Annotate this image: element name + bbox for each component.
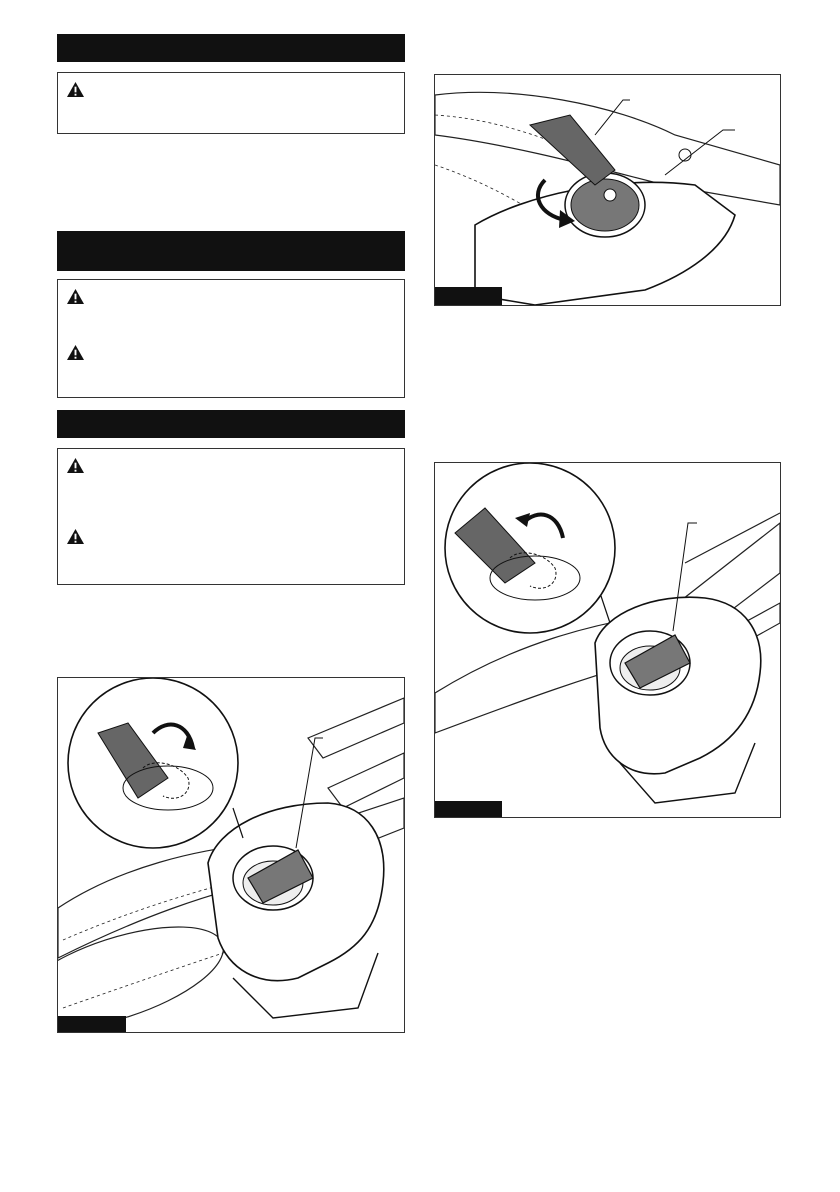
figure-left bbox=[57, 677, 405, 1033]
section-header-2 bbox=[57, 231, 405, 271]
oil-tank-cap-open-illustration bbox=[58, 678, 404, 1032]
warning-triangle-icon bbox=[66, 81, 85, 98]
warning-box-3 bbox=[57, 448, 405, 585]
warning-triangle-icon bbox=[66, 288, 85, 305]
figure-right-bottom-label bbox=[435, 801, 502, 817]
figure-left-label bbox=[58, 1016, 126, 1032]
oil-cap-lever-lift-illustration bbox=[435, 463, 780, 817]
figure-right-top-label bbox=[435, 287, 502, 305]
section-header-1 bbox=[57, 34, 405, 62]
warning-triangle-icon bbox=[66, 344, 85, 361]
warning-box-1 bbox=[57, 72, 405, 134]
warning-triangle-icon bbox=[66, 457, 85, 474]
figure-right-top bbox=[434, 74, 781, 306]
section-header-3 bbox=[57, 410, 405, 438]
warning-triangle-icon bbox=[66, 528, 85, 545]
figure-right-bottom bbox=[434, 462, 781, 818]
oil-cap-close-rotation-illustration bbox=[435, 75, 780, 305]
warning-box-2 bbox=[57, 279, 405, 398]
